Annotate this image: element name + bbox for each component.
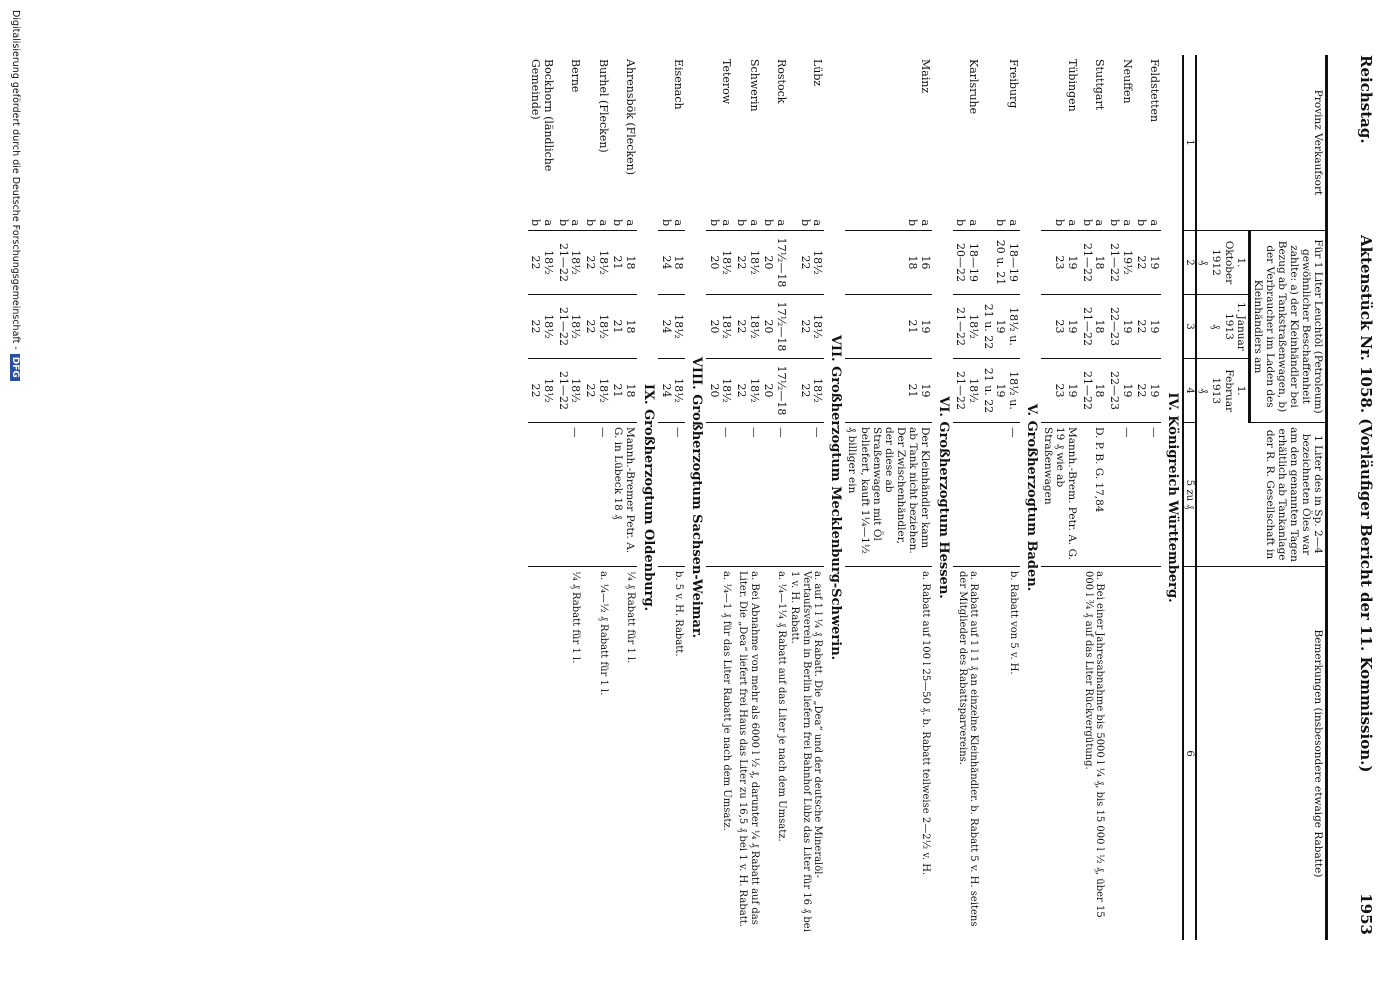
- ab-cell-line: a: [672, 219, 686, 226]
- table-row: [980, 55, 1020, 940]
- price-oct-1912-line: 20—22: [954, 243, 968, 282]
- remarks-cell: a. auf 1 l ¼ ₰ Rabatt. Die „Dea“ und der deutsche Mineralöl-Vertaufsverein in Berlin liefern frei Bahnhof Lübz das Liter für 16 ₰ bei 1 v. H. Rabatt.: [789, 571, 824, 932]
- ab-cell-line: a: [623, 219, 637, 226]
- price-jan-1913: [845, 295, 931, 359]
- place-cell: Freiburg: [1006, 59, 1020, 109]
- price-oct-1912: [1134, 231, 1161, 295]
- table-row: [761, 55, 788, 940]
- price-jan-1913-line: 21: [611, 319, 625, 334]
- table-row: [582, 55, 609, 940]
- footer: [10, 10, 21, 381]
- ab-cell-line: a: [1120, 219, 1134, 226]
- price-jan-1913-line: 20: [762, 319, 776, 334]
- price-feb-1913-line: 18½: [967, 378, 981, 403]
- price-oct-1912-line: 21—22: [556, 243, 570, 282]
- price-feb-1913-line: 22: [1135, 383, 1149, 398]
- price-feb-1913-line: 21: [906, 383, 920, 398]
- place-cell: Mainz: [918, 59, 932, 94]
- ab-cell-line: b: [906, 218, 920, 226]
- ab-cell: [528, 208, 555, 231]
- place-cell: Karlsruhe: [967, 59, 981, 115]
- place-cell: Bockhorn (ländliche Gemeinde): [529, 59, 556, 172]
- place-cell: Neuffen: [1120, 59, 1134, 104]
- price-feb-1913-line: 21: [611, 383, 625, 398]
- price-oct-1912-line: 20: [762, 255, 776, 270]
- price-feb-1913: [658, 359, 685, 423]
- price-feb-1913-line: 20: [762, 383, 776, 398]
- col-number: [1183, 423, 1197, 567]
- price-oct-1912: [1041, 231, 1079, 295]
- col-3-date: 1. Januar 1913: [1222, 302, 1247, 351]
- price-oct-1912-line: 18: [623, 255, 637, 270]
- remarks-cell: b. Rabatt von 5 v. H.: [1007, 571, 1019, 675]
- ab-cell: [761, 208, 788, 231]
- section-title: V. Großherzogtum Baden.: [1023, 403, 1039, 592]
- ab-cell-line: a: [1066, 219, 1080, 226]
- price-feb-1913-line: 18½: [811, 378, 825, 403]
- price-jan-1913-line: 19: [918, 319, 932, 334]
- ab-cell-line: a: [542, 219, 556, 226]
- dfg-logo: DFG: [10, 354, 20, 381]
- price-feb-1913-line: 18½: [672, 378, 686, 403]
- price-oct-1912: [528, 231, 555, 295]
- ab-cell-line: b: [529, 218, 543, 226]
- ab-cell-line: a: [747, 219, 761, 226]
- price-jan-1913-line: 18½: [747, 314, 761, 339]
- ab-cell: [658, 208, 685, 231]
- table-row: [1134, 55, 1161, 940]
- price-oct-1912-line: 22: [1135, 255, 1149, 270]
- price-jan-1913-line: 18½: [672, 314, 686, 339]
- place-cell: Berne: [569, 59, 583, 93]
- ab-cell: [733, 208, 760, 231]
- price-jan-1913: [1041, 295, 1079, 359]
- price-table: [528, 55, 1328, 940]
- price-oct-1912: [1079, 231, 1106, 295]
- price-jan-1913-line: 18½: [569, 314, 583, 339]
- place-cell: Teterow: [720, 59, 734, 105]
- price-oct-1912-line: 16: [918, 255, 932, 270]
- price-oct-1912-line: 19: [1147, 255, 1161, 270]
- price-oct-1912: [658, 231, 685, 295]
- price-jan-1913: [1106, 295, 1133, 359]
- ab-cell-line: b: [1053, 218, 1067, 226]
- remarks-cell: [1041, 567, 1079, 941]
- price-jan-1913: [528, 295, 555, 359]
- price-jan-1913: [610, 295, 637, 359]
- remarks-cell: ¼ ₰ Rabatt für 1 l.: [570, 571, 582, 664]
- price-feb-1913: [1106, 359, 1133, 423]
- price-oct-1912-line: 20 u. 21: [994, 239, 1008, 286]
- price-feb-1913-line: 21—22: [954, 371, 968, 410]
- section-title-row: [1020, 55, 1041, 940]
- tank-price-cell: —: [733, 423, 760, 567]
- price-feb-1913-line: 19: [1120, 383, 1134, 398]
- price-feb-1913-line: 18: [623, 383, 637, 398]
- price-feb-1913-line: 18½: [596, 378, 610, 403]
- tank-price-cell: Der Kleinhändler kann ab Tank nicht beziehen. Der Zwischenhändler, der diese ab Straßenwagen mit Öl beliefert, kauft 1¼—1½ ₰ billiger ein: [845, 423, 931, 567]
- ab-cell-line: b: [735, 218, 749, 226]
- tank-price-cell: —: [706, 423, 733, 567]
- col-3-unit: ₰: [1210, 323, 1223, 330]
- section-title: VIII. Großherzogtum Sachsen-Weimar.: [689, 356, 705, 639]
- price-feb-1913: [788, 359, 825, 423]
- price-oct-1912-line: 21—22: [1108, 243, 1122, 282]
- table-row: [953, 55, 980, 940]
- section-title-row: [932, 55, 953, 940]
- ab-cell-line: a: [720, 219, 734, 226]
- price-oct-1912: [555, 231, 582, 295]
- table-row: [733, 55, 760, 940]
- col-5-number: 5: [1184, 479, 1196, 487]
- remarks-cell: [1106, 567, 1133, 941]
- tank-price-cell: —: [1134, 423, 1161, 567]
- price-oct-1912-line: 18: [906, 255, 920, 270]
- ab-cell-line: a: [1093, 219, 1107, 226]
- price-feb-1913: [980, 359, 1020, 423]
- price-oct-1912-line: 23: [1053, 255, 1067, 270]
- price-feb-1913: [582, 359, 609, 423]
- price-feb-1913-line: 22: [584, 383, 598, 398]
- col-234-header: Für 1 Liter Leuchtöl (Petroleum) gewöhnlicher Beschaffenheit zahlte: a) der Kleinhändler bei Bezug ab Tankstraßenwagen, b) der Verbraucher im Laden des Kleinhändlers am: [1249, 231, 1326, 423]
- price-oct-1912-line: 19: [1066, 255, 1080, 270]
- price-jan-1913-line: 18½: [967, 314, 981, 339]
- price-jan-1913-line: 20: [707, 319, 721, 334]
- price-feb-1913: [610, 359, 637, 423]
- section-title: IX. Großherzogtum Oldenburg.: [640, 383, 656, 612]
- col-2-unit: ₰: [1198, 259, 1211, 266]
- price-oct-1912: [845, 231, 931, 295]
- price-jan-1913-line: 22: [735, 319, 749, 334]
- table-row: [706, 55, 733, 940]
- ab-cell-line: b: [707, 218, 721, 226]
- price-feb-1913-line: 21—22: [556, 371, 570, 410]
- price-oct-1912-line: 18½: [569, 250, 583, 275]
- price-feb-1913: [845, 359, 931, 423]
- ab-cell: [706, 208, 733, 231]
- table-row: [528, 55, 555, 940]
- price-jan-1913: [582, 295, 609, 359]
- price-feb-1913: [761, 359, 788, 423]
- price-oct-1912: [610, 231, 637, 295]
- ab-cell: [953, 208, 980, 231]
- price-feb-1913-line: 22: [798, 383, 812, 398]
- ab-cell-line: b: [556, 218, 570, 226]
- price-jan-1913-line: 18½: [811, 314, 825, 339]
- table-row: [658, 55, 685, 940]
- place-cell: Lübz: [811, 59, 825, 87]
- remarks-cell: b. 5 v. H. Rabatt.: [673, 571, 685, 657]
- place-cell: Rostock: [774, 59, 788, 104]
- table-row: [555, 55, 582, 940]
- price-jan-1913-line: 18½: [596, 314, 610, 339]
- ab-cell: [788, 208, 825, 231]
- ab-cell-line: b: [1080, 218, 1094, 226]
- price-feb-1913: [953, 359, 980, 423]
- price-jan-1913-line: 21—22: [556, 307, 570, 346]
- price-feb-1913-line: 17½—18: [774, 365, 788, 416]
- price-oct-1912: [980, 231, 1020, 295]
- price-oct-1912: [1106, 231, 1133, 295]
- table-row: [788, 55, 825, 940]
- price-oct-1912-line: 20: [707, 255, 721, 270]
- col-number: 3: [1183, 295, 1197, 359]
- col-4-unit: ₰: [1198, 388, 1211, 394]
- price-jan-1913-line: 18: [623, 319, 637, 334]
- tank-price-cell: D. P. B. G. 17,84: [1079, 423, 1106, 567]
- price-oct-1912-line: 22: [584, 255, 598, 270]
- table-row: [1106, 55, 1133, 940]
- price-feb-1913-line: 22—23: [1108, 371, 1122, 410]
- ab-cell-line: b: [659, 218, 673, 226]
- price-jan-1913-line: 21—22: [1080, 307, 1094, 346]
- price-oct-1912: [733, 231, 760, 295]
- price-oct-1912-line: 18: [1093, 255, 1107, 270]
- col-5-header: 1 Liter des in Sp. 2—4 bezeichneten Öles war am den genannten Tagen erhältlich ab Tankanlage der R. R. Gesellschaft in: [1196, 423, 1326, 567]
- price-feb-1913-line: 19: [1066, 383, 1080, 398]
- col-4-date: 1. Februar 1913: [1210, 369, 1247, 413]
- price-jan-1913-line: 21: [906, 319, 920, 334]
- tank-price-cell: —: [658, 423, 685, 567]
- price-feb-1913: [733, 359, 760, 423]
- price-feb-1913: [555, 359, 582, 423]
- price-feb-1913-line: 22: [529, 383, 543, 398]
- price-jan-1913: [733, 295, 760, 359]
- price-feb-1913: [1041, 359, 1079, 423]
- ab-cell: [980, 208, 1020, 231]
- column-number-row: [1183, 55, 1197, 940]
- price-oct-1912-line: 24: [659, 255, 673, 270]
- price-jan-1913: [980, 295, 1020, 359]
- price-oct-1912: [582, 231, 609, 295]
- place-cell: Ahrensbök (Flecken): [623, 59, 637, 176]
- tank-price-cell: Mannh.-Bremer Petr. A. G. in Lübeck 18 ₰: [610, 423, 637, 567]
- col-5-unit: zu ₰: [1184, 489, 1196, 510]
- header-title: Aktenstück Nr. 1058. (Vorläufiger Bericht der 11. Kommission.): [1357, 235, 1375, 773]
- price-oct-1912-line: 18—19: [967, 243, 981, 282]
- col-number: 6: [1183, 567, 1197, 941]
- price-oct-1912-line: 17½—18: [774, 237, 788, 288]
- price-oct-1912: [706, 231, 733, 295]
- price-jan-1913: [1134, 295, 1161, 359]
- price-oct-1912-line: 18½: [596, 250, 610, 275]
- price-oct-1912: [788, 231, 825, 295]
- price-oct-1912-line: 22: [735, 255, 749, 270]
- col-4-header: [1196, 359, 1249, 423]
- ab-cell-line: a: [596, 219, 610, 226]
- price-feb-1913: [1134, 359, 1161, 423]
- tank-price-cell: —: [1106, 423, 1133, 567]
- ab-cell-line: a: [774, 219, 788, 226]
- ab-cell-line: b: [584, 218, 598, 226]
- ab-cell-line: b: [1135, 218, 1149, 226]
- tank-price-cell: —: [980, 423, 1020, 567]
- price-jan-1913-line: 24: [659, 319, 673, 334]
- price-jan-1913: [953, 295, 980, 359]
- remarks-cell: ¼ ₰ Rabatt für 1 l.: [624, 571, 636, 664]
- ab-cell-line: b: [762, 218, 776, 226]
- price-jan-1913-line: 19: [1120, 319, 1134, 334]
- remarks-cell: a. Bei einer Jahresabnahme bis 5000 l ¼ ₰, bis 15 000 l ½ ₰, über 15 000 l ¾ ₰ auf das Liter Rückvergütung.: [1082, 571, 1106, 918]
- place-cell: Schwerin: [747, 59, 761, 112]
- ab-cell-line: a: [1147, 219, 1161, 226]
- place-cell: Tübingen: [1066, 59, 1080, 112]
- price-jan-1913-line: 21 u. 22: [981, 303, 995, 350]
- ab-cell: [845, 208, 931, 231]
- price-feb-1913-line: 22: [735, 383, 749, 398]
- ab-cell-line: a: [918, 219, 932, 226]
- price-feb-1913-line: 24: [659, 383, 673, 398]
- footer-text: Digitalisierung gefördert durch die Deutsche Forschungsgemeinschaft -: [10, 10, 21, 350]
- price-jan-1913-line: 23: [1053, 319, 1067, 334]
- price-jan-1913: [1079, 295, 1106, 359]
- price-jan-1913-line: 18: [1093, 319, 1107, 334]
- ab-cell-line: b: [611, 218, 625, 226]
- ab-cell: [610, 208, 637, 231]
- col-3-header: [1196, 295, 1249, 359]
- price-jan-1913: [761, 295, 788, 359]
- price-oct-1912-line: 22: [529, 255, 543, 270]
- table-row: [845, 55, 931, 940]
- section-title-row: [824, 55, 845, 940]
- place-cell: Eisenach: [672, 59, 686, 110]
- col-number: 2: [1183, 231, 1197, 295]
- price-feb-1913-line: 18½: [569, 378, 583, 403]
- price-feb-1913: [528, 359, 555, 423]
- place-cell: Burhel (Flecken): [596, 59, 610, 153]
- price-jan-1913: [658, 295, 685, 359]
- table-body: [528, 55, 1183, 940]
- page-number: 1953: [1357, 893, 1375, 935]
- price-oct-1912-line: 18: [672, 255, 686, 270]
- price-jan-1913-line: 18½: [720, 314, 734, 339]
- remarks-cell: a. Bei Abnahme von mehr als 6000 l ½ ₰, darunter ¼ ₰ Rabatt auf das Liter. Die „Dea“ liefert frei Haus das Liter zu 16,5 ₰ bei 1 v. H. Rabatt.: [737, 571, 760, 927]
- remarks-cell: a. Rabatt auf 100 l 25—50 ₰. b. Rabatt teilweise 2—2½ v. H.: [919, 571, 931, 876]
- col-number: 1: [1183, 55, 1197, 231]
- price-feb-1913-line: 18: [1093, 383, 1107, 398]
- tank-price-cell: —: [582, 423, 609, 567]
- price-jan-1913: [706, 295, 733, 359]
- ab-cell: [1134, 208, 1161, 231]
- col-1-header: Provinz Verkaufsort: [1196, 55, 1326, 231]
- ab-cell: [1079, 208, 1106, 231]
- price-oct-1912-line: 18½: [542, 250, 556, 275]
- remarks-cell: a. ¼—½ ₰ Rabatt für 1 l.: [597, 571, 609, 696]
- col-6-header: Bemerkungen (insbesondere etwaige Rabatte): [1196, 567, 1326, 941]
- price-oct-1912-line: 18—19: [1006, 243, 1020, 282]
- price-oct-1912: [761, 231, 788, 295]
- price-feb-1913-line: 19: [918, 383, 932, 398]
- col-2-date: 1. Oktober 1912: [1210, 240, 1247, 285]
- price-jan-1913-line: 19: [1147, 319, 1161, 334]
- place-cell: Feldstetten: [1147, 59, 1161, 123]
- price-jan-1913-line: 17½—18: [774, 301, 788, 352]
- price-jan-1913-line: 22—23: [1108, 307, 1122, 346]
- price-jan-1913-line: 22: [798, 319, 812, 334]
- ab-cell-line: a: [811, 219, 825, 226]
- ab-cell: [1041, 208, 1079, 231]
- section-title-row: [1161, 55, 1183, 940]
- price-oct-1912-line: 18½: [720, 250, 734, 275]
- col-2-header: [1196, 231, 1249, 295]
- price-feb-1913-line: 18½: [542, 378, 556, 403]
- price-feb-1913-line: 18½: [747, 378, 761, 403]
- price-feb-1913-line: 21 u. 22: [981, 367, 995, 414]
- price-oct-1912: [953, 231, 980, 295]
- tank-price-cell: [953, 423, 980, 567]
- remarks-cell: a. Rabatt auf 1 l 1 ₰ an einzelne Kleinhändler. b. Rabatt 5 v. H. seitens der Mitglieder des Rabattsparvereins.: [956, 571, 980, 927]
- price-jan-1913: [555, 295, 582, 359]
- ab-cell: [555, 208, 582, 231]
- price-feb-1913: [706, 359, 733, 423]
- tank-price-cell: —: [788, 423, 825, 567]
- ab-cell-line: a: [1006, 219, 1020, 226]
- price-oct-1912-line: 19½: [1120, 250, 1134, 275]
- remarks-cell: [1134, 567, 1161, 941]
- table-row: [1041, 55, 1079, 940]
- price-jan-1913-line: 18½: [542, 314, 556, 339]
- price-oct-1912-line: 18½: [747, 250, 761, 275]
- place-cell: Stuttgart: [1093, 59, 1107, 111]
- tank-price-cell: —: [555, 423, 582, 567]
- remarks-cell: a. ¼—1¼ ₰ Rabatt auf das Liter je nach dem Umsatz.: [775, 571, 787, 842]
- price-oct-1912-line: 21: [611, 255, 625, 270]
- tank-price-cell: [528, 423, 555, 567]
- ab-cell-line: a: [967, 219, 981, 226]
- price-feb-1913-line: 18½: [720, 378, 734, 403]
- price-feb-1913-line: 19: [1147, 383, 1161, 398]
- price-jan-1913-line: 18½ u. 19: [994, 307, 1020, 346]
- tank-price-cell: —: [761, 423, 788, 567]
- price-oct-1912-line: 18½: [811, 250, 825, 275]
- price-jan-1913-line: 22: [584, 319, 598, 334]
- tank-price-cell: Mannh.-Brem. Petr. A. G. 19 ₰ wie ab Straßenwagen: [1041, 423, 1079, 567]
- ab-cell-line: a: [569, 219, 583, 226]
- ab-cell-line: b: [1108, 218, 1122, 226]
- remarks-cell: a. ¼—1 ₰ für das Liter Rabatt je nach dem Umsatz.: [721, 571, 733, 831]
- col-number: 4: [1183, 359, 1197, 423]
- section-title-row: [637, 55, 658, 940]
- price-oct-1912-line: 22: [798, 255, 812, 270]
- price-feb-1913-line: 20: [707, 383, 721, 398]
- section-title: VII. Großherzogtum Mecklenburg-Schwerin.: [828, 334, 844, 661]
- ab-cell-line: b: [798, 218, 812, 226]
- ab-cell-line: b: [954, 218, 968, 226]
- section-title-row: [685, 55, 706, 940]
- price-jan-1913: [788, 295, 825, 359]
- table-row: [610, 55, 637, 940]
- section-title: VI. Großherzogtum Hessen.: [935, 396, 951, 599]
- header-left: Reichstag.: [1357, 55, 1375, 144]
- price-feb-1913-line: 18½ u. 19: [994, 371, 1020, 410]
- price-feb-1913: [1079, 359, 1106, 423]
- ab-cell: [1106, 208, 1133, 231]
- ab-cell-line: b: [994, 218, 1008, 226]
- remarks-cell: [528, 567, 555, 941]
- price-jan-1913-line: 22: [1135, 319, 1149, 334]
- table-row: [1079, 55, 1106, 940]
- price-jan-1913-line: 22: [529, 319, 543, 334]
- price-jan-1913-line: 21—22: [954, 307, 968, 346]
- price-oct-1912-line: 21—22: [1080, 243, 1094, 282]
- price-jan-1913-line: 19: [1066, 319, 1080, 334]
- section-title: IV. Königreich Württemberg.: [1164, 392, 1180, 603]
- price-feb-1913-line: 23: [1053, 383, 1067, 398]
- price-feb-1913-line: 21—22: [1080, 371, 1094, 410]
- ab-cell: [582, 208, 609, 231]
